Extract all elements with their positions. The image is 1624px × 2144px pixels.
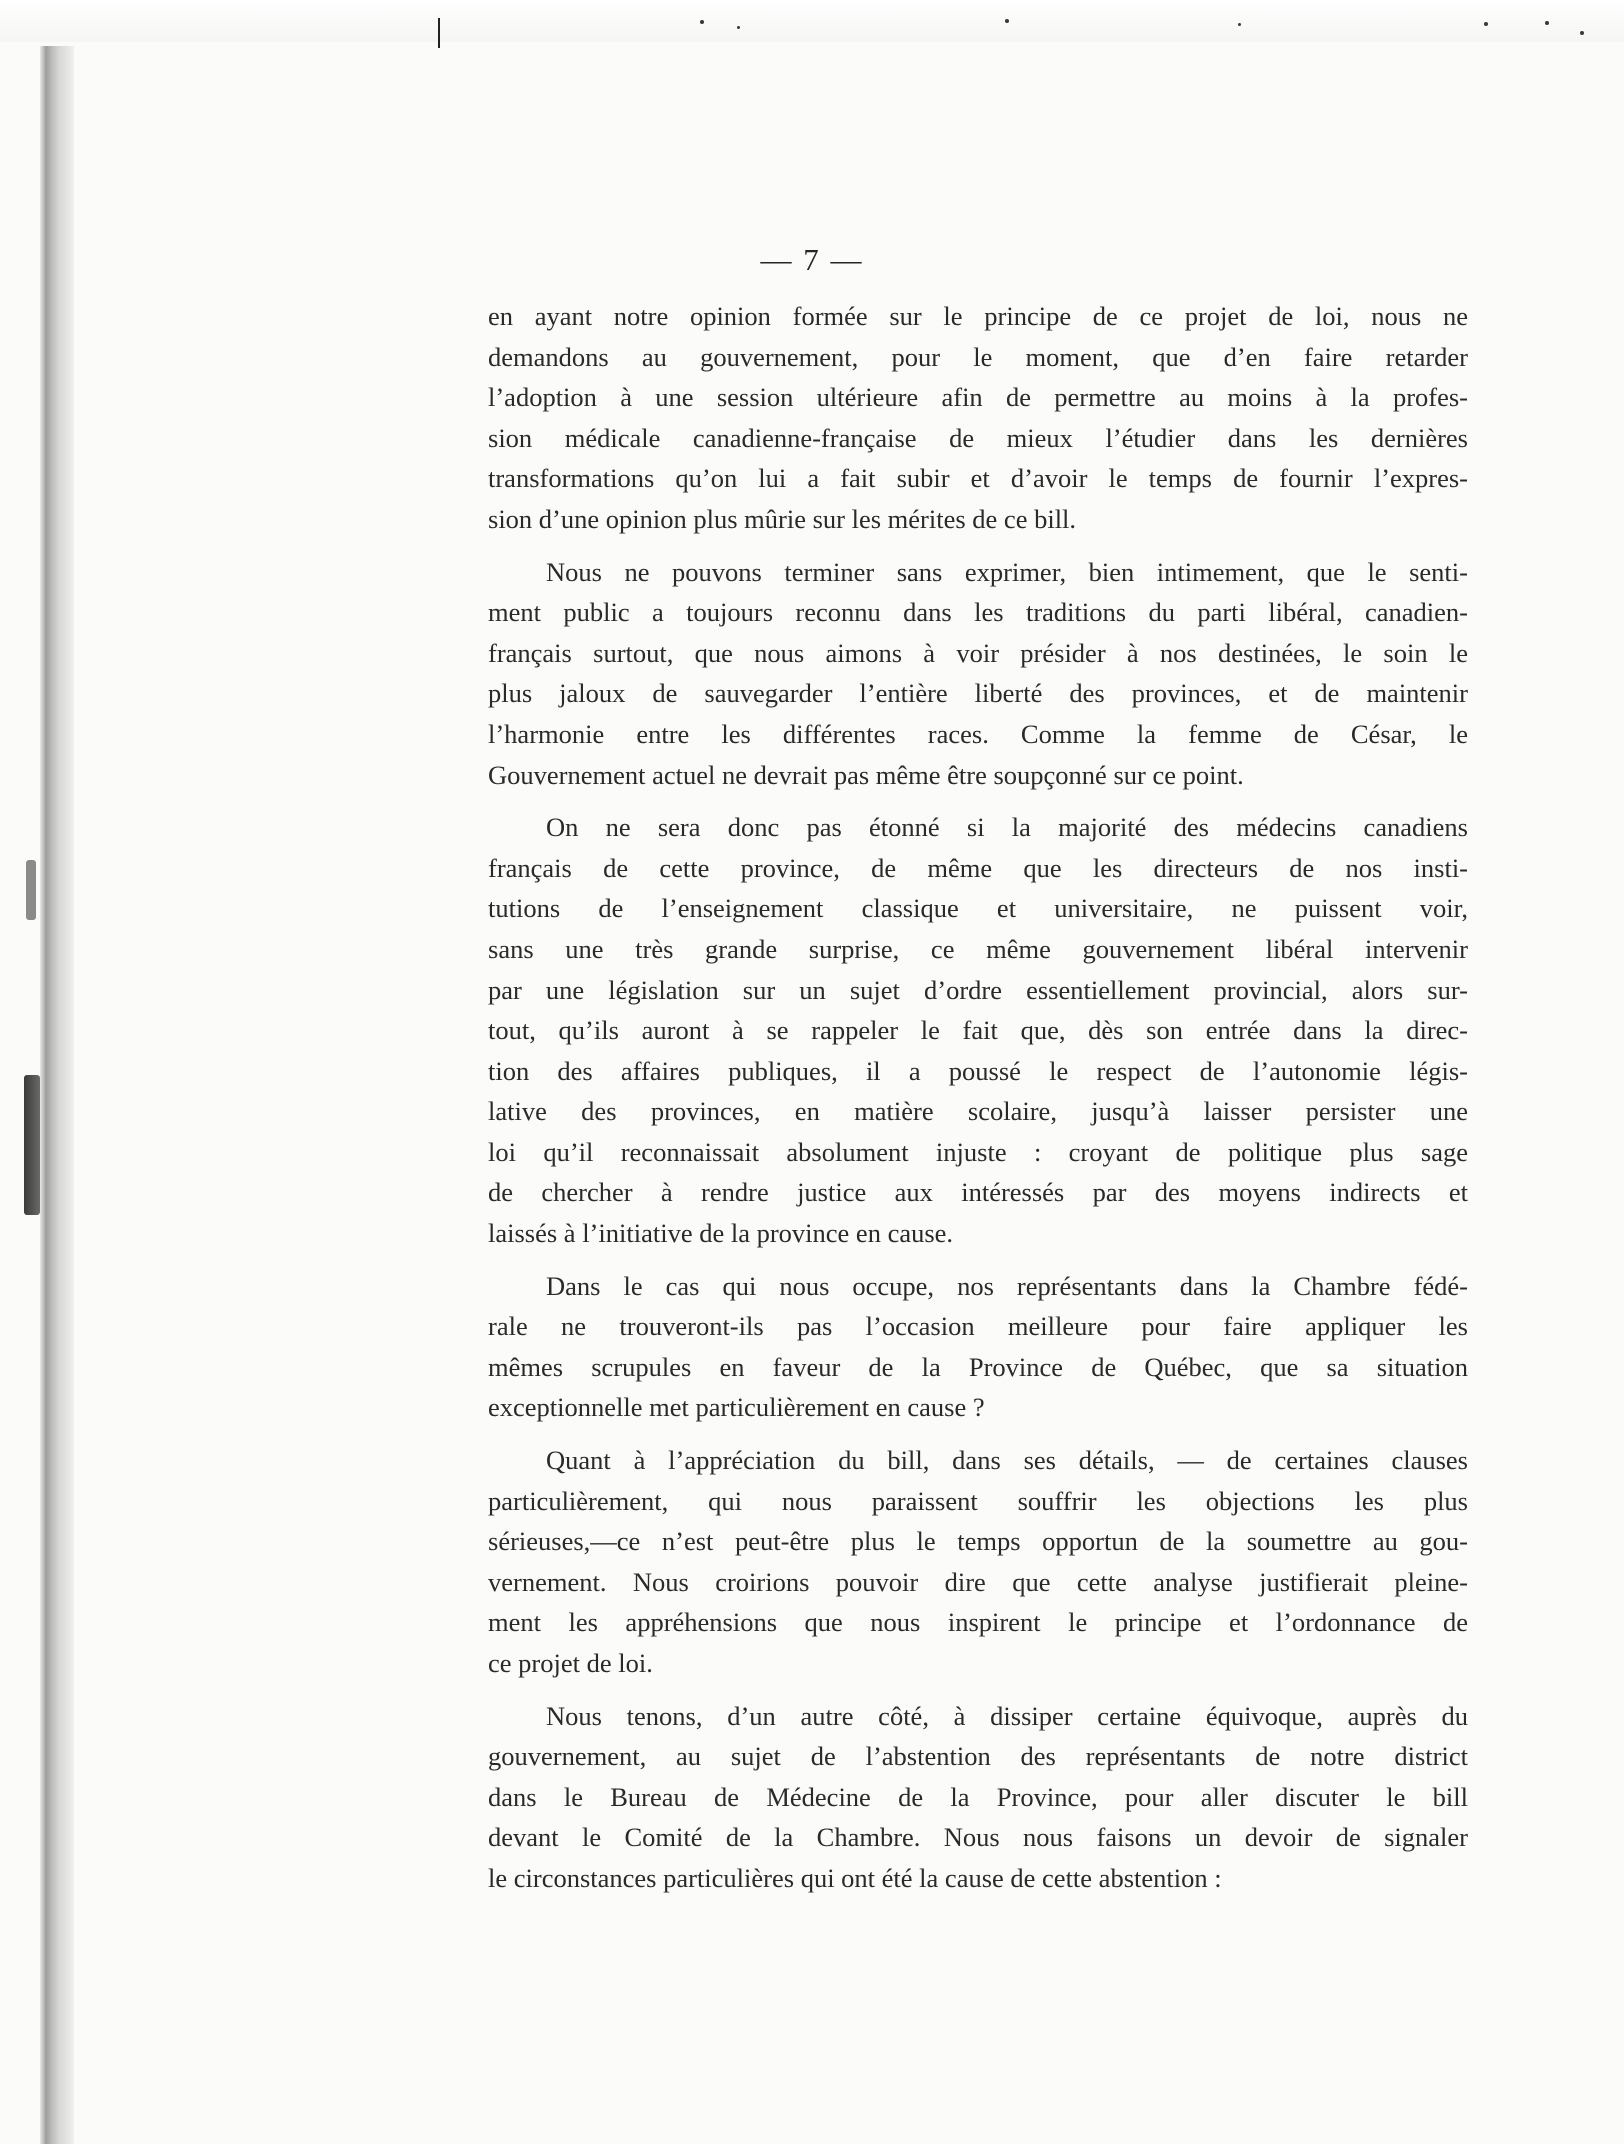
text-line: l’harmonie entre les différentes races. Comme la femme de César, le [488,718,1468,749]
paragraph [488,1266,1468,1428]
binding-mark [26,860,36,920]
scan-speck [1238,23,1241,26]
paragraph [488,1440,1468,1684]
text-line: tion des affaires publiques, il a poussé le respect de l’autonomie légis- [488,1055,1468,1086]
scan-speck [1484,22,1488,26]
paragraph [488,296,1468,540]
text-line: tutions de l’enseignement classique et universitaire, ne puissent voir, [488,893,1468,924]
text-line: laissés à l’initiative de la province en cause. [488,1218,954,1249]
text-line: lative des provinces, en matière scolaire, jusqu’à laisser persister une [488,1096,1468,1127]
text-line: sérieuses,—ce n’est peut-être plus le temps opportun de la soumettre au gou- [488,1526,1468,1557]
text-line: sion d’une opinion plus mûrie sur les mérites de ce bill. [488,503,1077,534]
text-line: français surtout, que nous aimons à voir présider à nos destinées, le soin le [488,637,1468,668]
text-line: en ayant notre opinion formée sur le principe de ce projet de loi, nous ne [488,301,1468,331]
text-line: dans le Bureau de Médecine de la Province, pour aller discuter le bill [488,1781,1468,1812]
text-line: l’adoption à une session ultérieure afin de permettre au moins à la profes- [488,382,1468,413]
text-line: de chercher à rendre justice aux intéressés par des moyens indirects et [488,1177,1468,1208]
text-line: exceptionnelle met particulièrement en cause ? [488,1392,985,1423]
text-line: tout, qu’ils auront à se rappeler le fait que, dès son entrée dans la direc- [488,1015,1468,1046]
paragraph [488,807,1468,1254]
text-line: vernement. Nous croirions pouvoir dire que cette analyse justifierait pleine- [488,1566,1468,1597]
page-number: — 7 — [760,242,864,277]
text-line: sion médicale canadienne-française de mieux l’étudier dans les dernières [488,422,1468,453]
text-line: le circonstances particulières qui ont été la cause de cette abstention : [488,1862,1222,1893]
text-line: particulièrement, qui nous paraissent souffrir les objections les plus [488,1485,1468,1516]
text-line: ment public a toujours reconnu dans les traditions du parti libéral, canadien- [488,597,1468,628]
text-line: français de cette province, de même que les directeurs de nos insti- [488,852,1468,883]
text-line: devant le Comité de la Chambre. Nous nous faisons un devoir de signaler [488,1822,1468,1853]
text-line: ce projet de loi. [488,1648,653,1678]
binding-mark [24,1075,40,1215]
paragraph [488,1696,1468,1899]
text-line: mêmes scrupules en faveur de la Province de Québec, que sa situation [488,1351,1468,1382]
text-line: loi qu’il reconnaissait absolument injuste : croyant de politique plus sage [488,1136,1468,1167]
scan-speck [1005,19,1009,23]
text-line: ment les appréhensions que nous inspirent le principe et l’ordonnance de [488,1607,1468,1638]
scan-speck [1545,21,1549,25]
text-line: transformations qu’on lui a fait subir et d’avoir le temps de fournir l’expres- [488,463,1468,494]
text-line: gouvernement, au sujet de l’abstention des représentants de notre district [488,1741,1468,1772]
text-line: sans une très grande surprise, ce même gouvernement libéral intervenir [488,933,1468,964]
text-line: par une législation sur un sujet d’ordre essentiellement provincial, alors sur- [488,974,1468,1005]
text-line: On ne sera donc pas étonné si la majorité des médecins canadiens [546,812,1468,843]
text-line: plus jaloux de sauvegarder l’entière liberté des provinces, et de maintenir [488,678,1468,709]
text-line: Nous tenons, d’un autre côté, à dissiper certaine équivoque, auprès du [546,1700,1468,1731]
paragraph [488,552,1468,796]
scan-speck [737,26,740,29]
scan-speck [700,20,704,24]
text-line: Quant à l’appréciation du bill, dans ses détails, — de certaines clauses [546,1445,1468,1476]
text-line: Dans le cas qui nous occupe, nos représentants dans la Chambre fédé- [546,1270,1468,1301]
scan-mark [438,18,440,48]
book-spine-shadow [40,46,74,2144]
scan-speck [1580,31,1584,35]
text-line: Gouvernement actuel ne devrait pas même être soupçonné sur ce point. [488,759,1244,790]
text-line: rale ne trouveront-ils pas l’occasion meilleure pour faire appliquer les [488,1311,1468,1342]
text-line: Nous ne pouvons terminer sans exprimer, bien intimement, que le senti- [546,556,1468,587]
text-line: demandons au gouvernement, pour le moment, que d’en faire retarder [488,341,1468,372]
body-text [488,296,1468,1911]
page-top-edge [0,0,1624,42]
